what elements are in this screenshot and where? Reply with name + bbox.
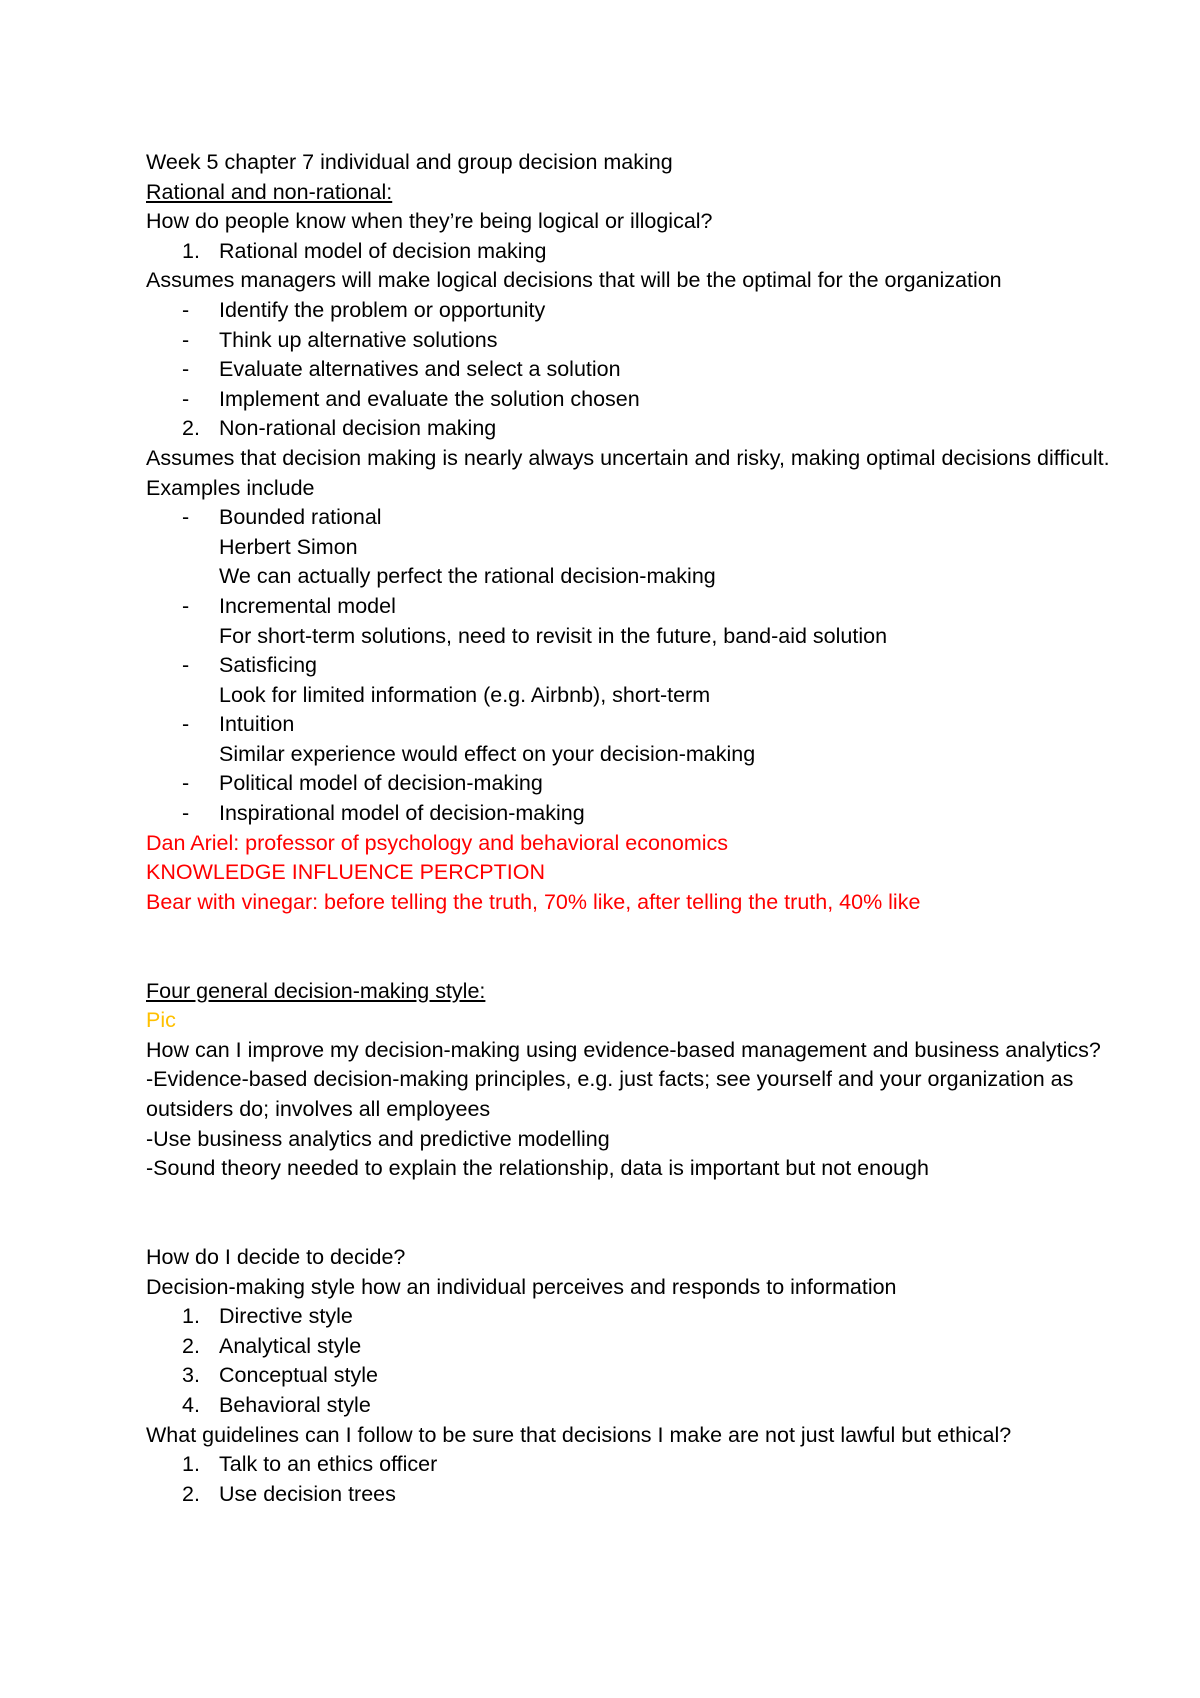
list-number: 2. — [182, 416, 200, 441]
bullet-text: Satisficing — [219, 653, 317, 678]
bullet-detail: For short-term solutions, need to revisit in the future, band-aid solution — [219, 623, 888, 648]
bullet-dash: - — [182, 593, 190, 618]
bullet-item — [146, 503, 1146, 533]
bullet-detail: Similar experience would effect on your decision-making — [219, 741, 756, 766]
list-number: 1. — [182, 1304, 200, 1329]
list-item-text: Directive style — [219, 1304, 353, 1329]
bullet-text: Political model of decision-making — [219, 771, 543, 796]
section-heading-four-styles-text: Four general decision-making style: — [146, 978, 486, 1003]
blank-line — [146, 917, 1146, 947]
list-item-text: Behavioral style — [219, 1392, 371, 1417]
question-decide: How do I decide to decide? — [146, 1244, 406, 1269]
bullet-dash: - — [182, 653, 190, 678]
bullet-text: Think up alternative solutions — [219, 327, 498, 352]
bullet-dash: - — [182, 771, 190, 796]
list-item-text: Analytical style — [219, 1333, 362, 1358]
numbered-item-guideline — [146, 1480, 1146, 1510]
bullet-item — [146, 296, 1146, 326]
bullet-dash: - — [182, 386, 190, 411]
evidence-point: -Evidence-based decision-making principles, e.g. just facts; see yourself and your organization as outsiders do; involves all employees — [146, 1067, 1074, 1121]
bullet-item — [146, 651, 1146, 681]
numbered-item-style — [146, 1332, 1146, 1362]
bullet-dash: - — [182, 801, 190, 826]
blank-line — [146, 1213, 1146, 1243]
numbered-item-rational-model — [146, 237, 1146, 267]
list-item-text: Non-rational decision making — [219, 416, 497, 441]
list-number: 4. — [182, 1392, 200, 1417]
list-number: 2. — [182, 1333, 200, 1358]
evidence-point: -Sound theory needed to explain the relationship, data is important but not enough — [146, 1156, 929, 1181]
numbered-item-style — [146, 1302, 1146, 1332]
bullet-text: Evaluate alternatives and select a solution — [219, 357, 621, 382]
list-item-text: Conceptual style — [219, 1363, 378, 1388]
bullet-item — [146, 355, 1146, 385]
section-heading-rational — [146, 178, 1146, 208]
pic-note: Pic — [146, 1008, 176, 1033]
bullet-dash: - — [182, 505, 190, 530]
bullet-text: Inspirational model of decision-making — [219, 801, 585, 826]
red-note: KNOWLEDGE INFLUENCE PERCPTION — [146, 860, 545, 885]
section-heading-rational-text: Rational and non-rational: — [146, 179, 393, 204]
bullet-item — [146, 799, 1146, 829]
bullet-detail: Herbert Simon — [219, 534, 358, 559]
evidence-point: -Use business analytics and predictive modelling — [146, 1126, 610, 1151]
question-logical: How do people know when they’re being logical or illogical? — [146, 209, 713, 234]
bullet-item — [146, 592, 1146, 622]
blank-line — [146, 1184, 1146, 1214]
bullet-item — [146, 326, 1146, 356]
bullet-text: Implement and evaluate the solution chosen — [219, 386, 640, 411]
list-number: 3. — [182, 1363, 200, 1388]
red-note: Dan Ariel: professor of psychology and behavioral economics — [146, 830, 729, 855]
blank-line — [146, 947, 1146, 977]
list-item-text: Rational model of decision making — [219, 238, 547, 263]
bullet-text: Identify the problem or opportunity — [219, 297, 546, 322]
bullet-detail: We can actually perfect the rational decision-making — [219, 564, 716, 589]
bullet-item — [146, 769, 1146, 799]
bullet-text: Incremental model — [219, 593, 396, 618]
bullet-item — [146, 710, 1146, 740]
list-item-text: Use decision trees — [219, 1481, 396, 1506]
numbered-item-style — [146, 1361, 1146, 1391]
numbered-item-guideline — [146, 1450, 1146, 1480]
bullet-detail: Look for limited information (e.g. Airbnb), short-term — [219, 682, 711, 707]
numbered-item-non-rational — [146, 414, 1146, 444]
bullet-text: Intuition — [219, 712, 295, 737]
list-number: 2. — [182, 1481, 200, 1506]
list-number: 1. — [182, 238, 200, 263]
section-heading-four-styles — [146, 977, 1146, 1007]
numbered-item-style — [146, 1391, 1146, 1421]
rational-model-description: Assumes managers will make logical decisions that will be the optimal for the organization — [146, 268, 1002, 293]
red-note: Bear with vinegar: before telling the truth, 70% like, after telling the truth, 40% like — [146, 889, 921, 914]
question-evidence-based: How can I improve my decision-making using evidence-based management and business analytics? — [146, 1037, 1101, 1062]
non-rational-description: Assumes that decision making is nearly always uncertain and risky, making optimal decisions difficult. Examples include — [146, 445, 1110, 500]
bullet-dash: - — [182, 297, 190, 322]
decision-style-description: Decision-making style how an individual perceives and responds to information — [146, 1274, 897, 1299]
list-number: 1. — [182, 1452, 200, 1477]
bullet-dash: - — [182, 712, 190, 737]
list-item-text: Talk to an ethics officer — [219, 1452, 438, 1477]
document-title: Week 5 chapter 7 individual and group decision making — [146, 150, 673, 174]
bullet-dash: - — [182, 327, 190, 352]
bullet-text: Bounded rational — [219, 505, 382, 530]
document-page — [146, 148, 1146, 1509]
question-ethical: What guidelines can I follow to be sure that decisions I make are not just lawful but ethical? — [146, 1422, 1012, 1447]
bullet-item — [146, 385, 1146, 415]
bullet-dash: - — [182, 357, 190, 382]
